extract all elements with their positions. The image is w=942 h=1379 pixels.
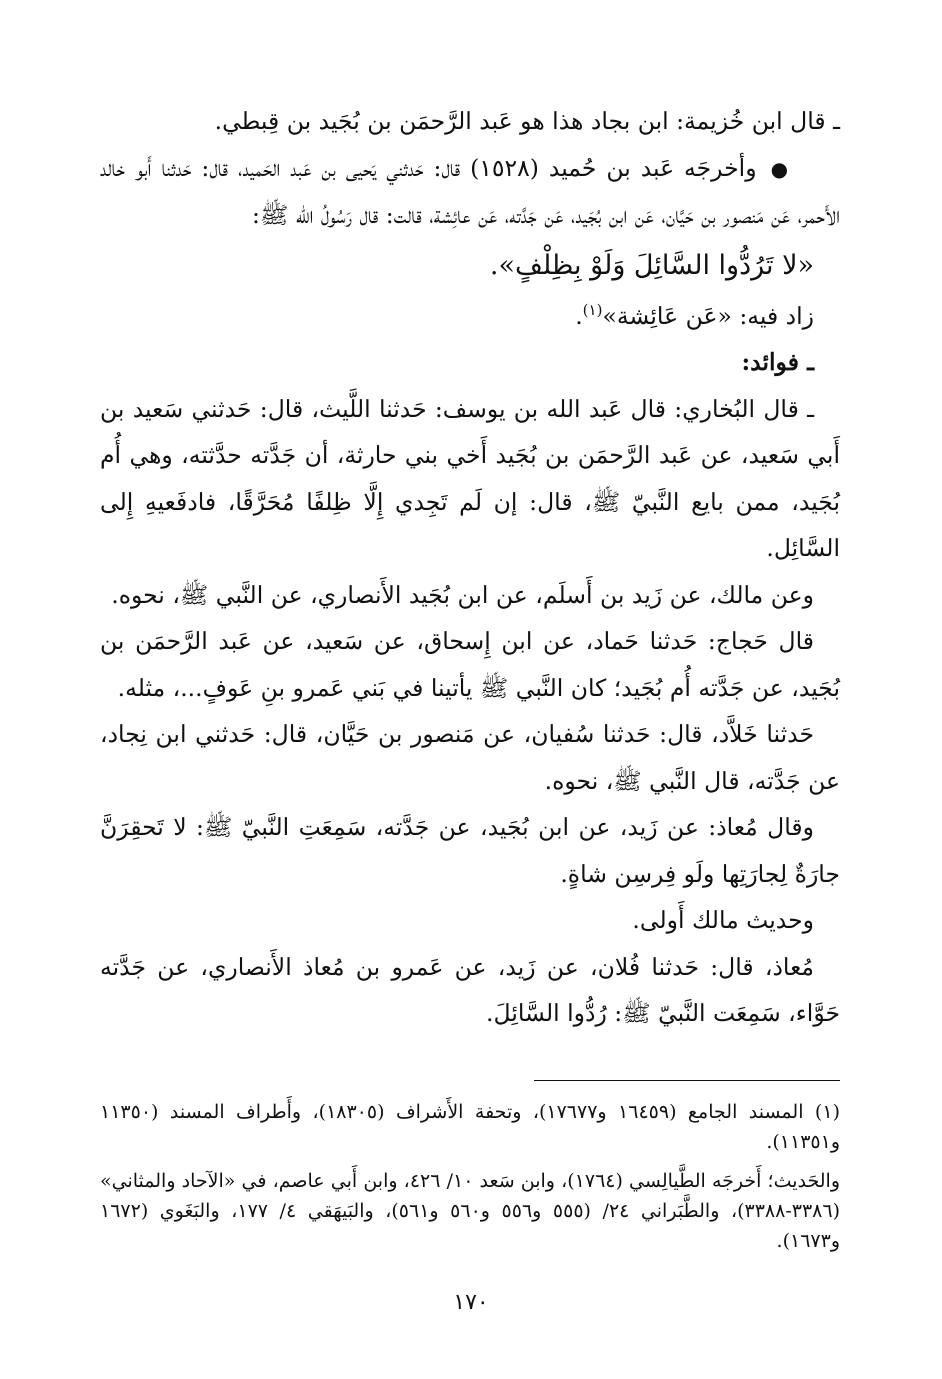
paragraph-ibn-khuzayma: ـ قال ابن خُزيمة: ابن بجاد هذا هو عَبد الرَّحمَن بن بُجَيد بن قِبطي. [214, 107, 840, 135]
paragraph-addition-end: . [575, 301, 583, 330]
main-text [100, 98, 840, 1037]
page-number: ١٧٠ [453, 1290, 489, 1315]
section-heading-benefits: ـ فوائد: [741, 348, 814, 376]
paragraph-muadh: وقال مُعاذ: عن زَيد، عن ابن بُجَيد، عن جَدَّته، سَمِعَتِ النَّبيّ ﷺ: لا تَحقِرَنَّ جارَةٌ لِجارَتِها ولَو فِرسِن شاةٍ. [100, 813, 840, 888]
bullet-icon: ● [770, 156, 789, 181]
paragraph-bukhari: ـ قال البُخاري: قال عَبد الله بن يوسف: حَدثنا اللَّيث، قال: حَدثني سَعيد بن أَبي سَعيد، عن عَبد الرَّحمَن بن بُجَيد أَخي بني حارثة، أن جَدَّته حدَّثته، وهي أُم بُجَيد، ممن بايع النَّبيّ ﷺ، قال: إن لَم تَجِدي إِلَّا ظِلفًا مُحَرَّقًا، فادفَعيهِ إِلى السَّائِل. [100, 394, 840, 562]
paragraph-abd-bin-humayd-text: وأخرجَه عَبد بن حُميد (١٥٢٨) قال: حَدثني يَحيى بن عَبد الحَميد، قال: حَدثنا أَبو خالد الأَحمر، عَن مَنصور بن حَيَّان، عَن ابن بُجَيد، عَن جَدَّته، عَن عائِشة، قالت: قال رَسُولُ الله ﷺ: [100, 153, 840, 229]
paragraph-malik-preferred: وحديث مالك أَولى. [632, 906, 814, 934]
paragraph-muadh-hawwa: مُعاذ، قال: حَدثنا فُلان، عن زَيد، عن عَمرو بن مُعاذ الأَنصاري، عن جَدَّته حَوَّاء، سَمِعَت النَّبيّ ﷺ: رُدُّوا السَّائِلَ. [100, 952, 840, 1027]
paragraph-malik: وعن مالك، عن زَيد بن أَسلَم، عن ابن بُجَيد الأَنصاري، عن النَّبي ﷺ، نحوه. [111, 580, 814, 609]
footnote-ref[interactable]: (١) [582, 300, 603, 319]
hadith-quote: «لا تَرُدُّوا السَّائِلَ وَلَوْ بِظِلْفٍ». [489, 249, 814, 281]
paragraph-addition-text: زاد فيه: «عَن عَائِشة» [602, 301, 814, 330]
paragraph-hajjaj: قال حَجاج: حَدثنا حَماد، عن ابن إِسحاق، عن سَعيد، عن عَبد الرَّحمَن بن بُجَيد، عن جَدَّته أُم بُجَيد؛ كان النَّبي ﷺ يأتينا في بَني عَمرو بنِ عَوفٍ...، مثله. [100, 627, 840, 702]
paragraph-khallad: حَدثنا خَلاَّد، قال: حَدثنا سُفيان، عن مَنصور بن حَيَّان، قال: حَدثني ابن نِجاد، عن جَدَّته، قال النَّبي ﷺ، نحوه. [100, 720, 840, 795]
paragraph-abd-bin-humayd [100, 145, 840, 239]
footnote-1: (١) المسند الجامع (١٦٤٥٩ و١٧٦٧٧)، وتحفة الأَشراف (١٨٣٠٥)، وأَطراف المسند (١١٣٥٠ و١١٣٥١). [100, 1101, 840, 1153]
footnote-1-continued: والحَديث؛ أَخرجَه الطَّيالِسي (١٧٦٤)، وابن سَعد ١٠/ ٤٢٦، وابن أَبي عاصم، في «الآحاد والمثاني» (٣٣٨٦-٣٣٨٨)، والطَّبَراني ٢٤/ (٥٥٥ و٥٥٦ و٥٦٠ و٥٦١)، والبَيهَقي ٤/ ١٧٧، والبَغَوي (١٦٧٢ و١٦٧٣). [100, 1170, 840, 1252]
paragraph-addition [100, 293, 840, 340]
footnotes [100, 1097, 840, 1256]
footnote-divider [534, 1080, 840, 1081]
